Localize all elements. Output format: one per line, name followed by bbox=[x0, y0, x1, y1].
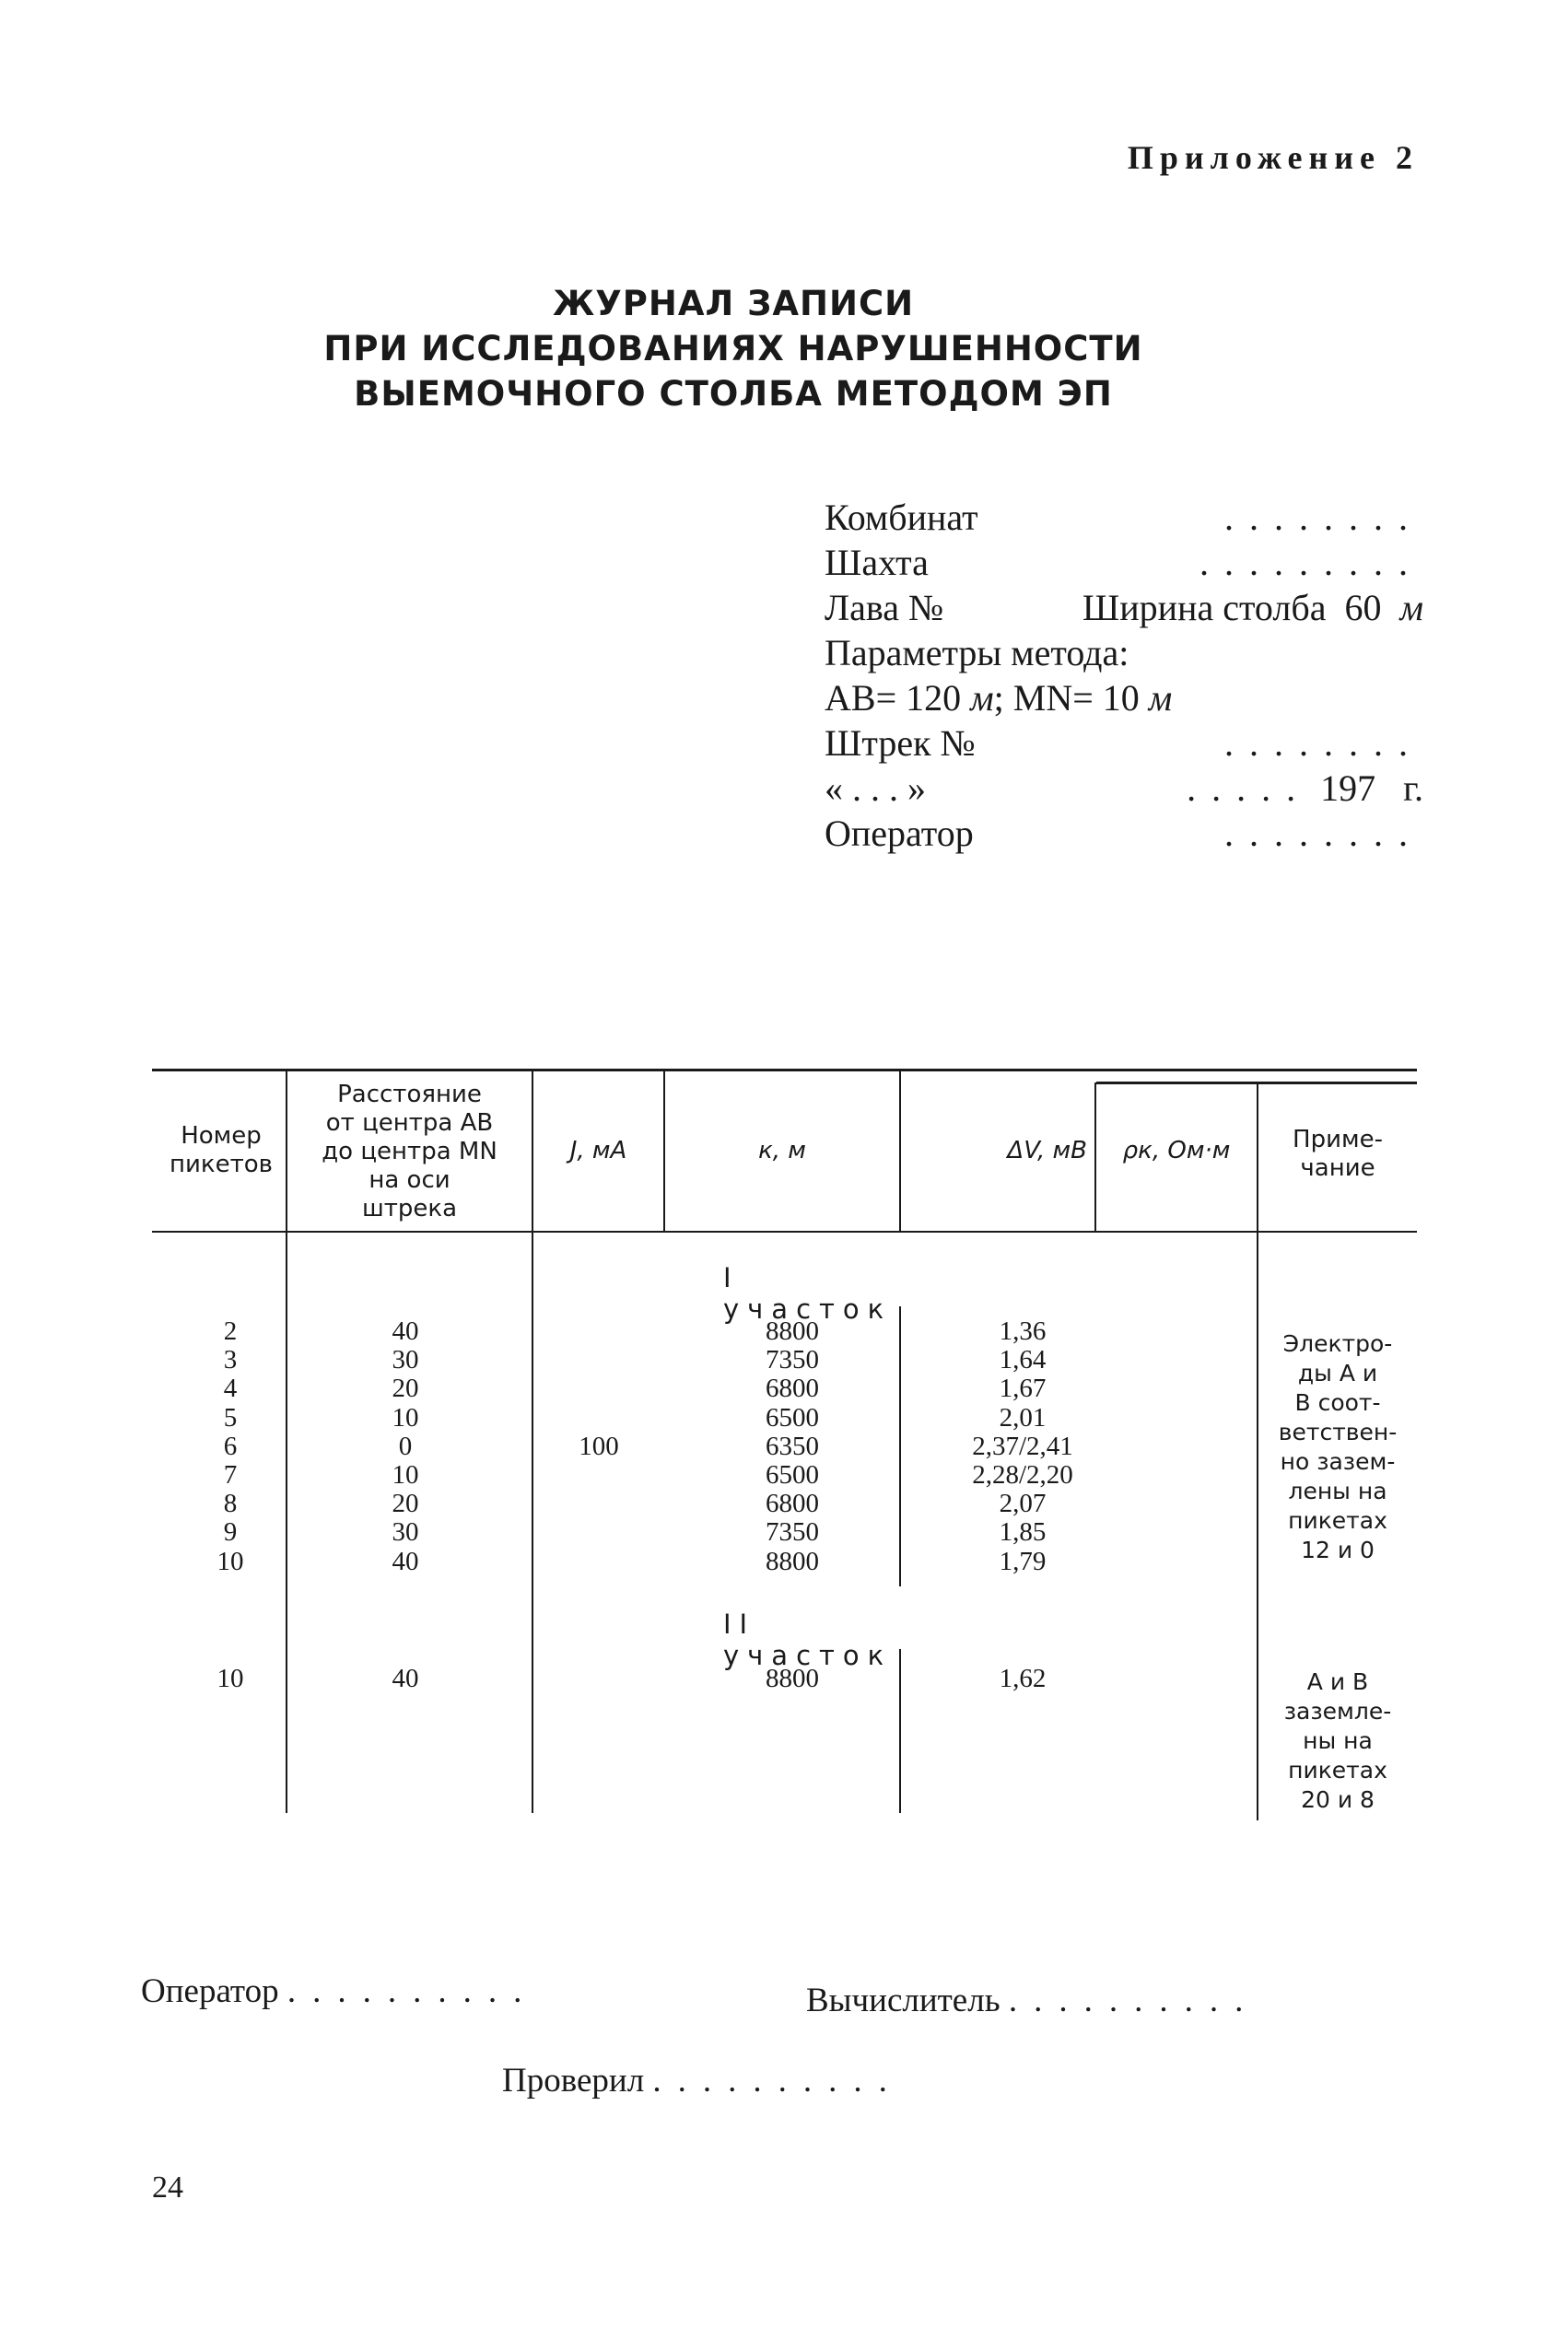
field-operator bbox=[825, 811, 1423, 856]
header-note bbox=[1258, 1126, 1417, 1183]
note-line: ны на bbox=[1303, 1727, 1373, 1754]
header-distance-line-3: до центра MN bbox=[322, 1138, 497, 1165]
header-distance-line-5: штрека bbox=[361, 1195, 458, 1222]
shtrek-dots: ........ bbox=[1224, 722, 1423, 764]
signature-checked-label: Проверил bbox=[502, 2062, 645, 2100]
header-distance-line-2: от центра AB bbox=[325, 1109, 494, 1137]
section-1-title: I участок bbox=[723, 1262, 893, 1325]
dv-cell: 1,64 bbox=[999, 1345, 1047, 1375]
note-line: заземле- bbox=[1283, 1698, 1392, 1725]
pillar-width bbox=[1082, 585, 1423, 630]
signature-calculator-dots: .......... bbox=[1008, 1982, 1260, 2019]
section-2-distances bbox=[369, 1665, 442, 1693]
field-lava bbox=[825, 585, 1423, 630]
picket-cell: 10 bbox=[216, 1664, 244, 1693]
section-1-dv bbox=[958, 1317, 1087, 1576]
distance-cell: 20 bbox=[392, 1374, 419, 1404]
picket-cell: 4 bbox=[223, 1374, 238, 1404]
dv-cell: 1,36 bbox=[999, 1316, 1047, 1346]
note-line: ды А и bbox=[1297, 1360, 1378, 1386]
note-line: пикетах bbox=[1288, 1507, 1387, 1534]
body-rule-1 bbox=[286, 1233, 287, 1813]
signature-operator-label: Оператор bbox=[141, 1972, 279, 2010]
distance-cell: 40 bbox=[392, 1546, 419, 1576]
dv-cell: 1,79 bbox=[999, 1546, 1047, 1576]
note-line: А и В bbox=[1306, 1668, 1369, 1695]
body-rule-k1 bbox=[899, 1306, 901, 1586]
k-cell: 8800 bbox=[766, 1546, 819, 1576]
dv-cell: 1,85 bbox=[999, 1517, 1047, 1548]
document-title bbox=[0, 281, 1568, 416]
k-cell: 7350 bbox=[766, 1345, 819, 1375]
header-note-line-2: чание bbox=[1300, 1154, 1375, 1182]
width-unit: м bbox=[1399, 587, 1423, 628]
k-cell: 8800 bbox=[766, 1316, 819, 1346]
mn-value: MN= 10 bbox=[1012, 677, 1140, 719]
shakhta-label: Шахта bbox=[825, 542, 929, 583]
dv-cell: 1,62 bbox=[999, 1664, 1047, 1693]
kombinat-label: Комбинат bbox=[825, 497, 978, 538]
picket-cell: 3 bbox=[223, 1345, 238, 1375]
distance-cell: 40 bbox=[392, 1664, 419, 1693]
section-2-dv bbox=[967, 1665, 1078, 1693]
header-dv: ΔV, мВ bbox=[1007, 1137, 1087, 1164]
header-fields bbox=[825, 495, 1423, 856]
section-2-pickets bbox=[193, 1665, 267, 1693]
field-ab-mn bbox=[825, 675, 1423, 720]
dv-cell: 2,37/2,41 bbox=[972, 1431, 1073, 1461]
signature-checked bbox=[502, 2061, 904, 2100]
dv-cell: 2,07 bbox=[999, 1489, 1047, 1519]
ab-unit: м bbox=[970, 677, 994, 719]
k-cell: 6350 bbox=[766, 1431, 819, 1461]
header-current: J, мА bbox=[569, 1137, 627, 1164]
section-1-k bbox=[742, 1317, 843, 1576]
mn-unit: м bbox=[1148, 677, 1173, 719]
field-params bbox=[825, 630, 1423, 675]
section-2-k bbox=[742, 1665, 843, 1693]
body-rule-k2 bbox=[899, 1649, 901, 1813]
signature-calculator-label: Вычислитель bbox=[806, 1982, 1000, 2019]
distance-cell: 20 bbox=[392, 1489, 419, 1519]
field-date bbox=[825, 766, 1423, 811]
signature-calculator bbox=[806, 1981, 1259, 2020]
shakhta-dots: ......... bbox=[1199, 542, 1423, 583]
distance-cell: 30 bbox=[392, 1345, 419, 1375]
lava-label: Лава № bbox=[825, 587, 944, 628]
date-dots: ..... bbox=[1187, 767, 1312, 809]
col-rule-4 bbox=[899, 1070, 901, 1233]
section-1-note bbox=[1258, 1329, 1417, 1565]
picket-cell: 6 bbox=[223, 1431, 238, 1461]
table-top-rule bbox=[152, 1069, 1417, 1071]
distance-cell: 30 bbox=[392, 1517, 419, 1548]
k-cell: 6800 bbox=[766, 1374, 819, 1404]
width-label: Ширина столба bbox=[1082, 587, 1327, 628]
k-cell: 6500 bbox=[766, 1402, 819, 1433]
section-1-distances bbox=[369, 1317, 442, 1576]
k-cell: 6500 bbox=[766, 1460, 819, 1491]
field-shtrek bbox=[825, 720, 1423, 766]
header-picket-line-1: Номер bbox=[181, 1122, 262, 1150]
params-label: Параметры метода: bbox=[825, 632, 1129, 673]
distance-cell: 10 bbox=[392, 1460, 419, 1491]
picket-cell: 10 bbox=[216, 1546, 244, 1576]
picket-cell: 5 bbox=[223, 1402, 238, 1433]
date-year bbox=[1187, 766, 1423, 811]
distance-cell: 10 bbox=[392, 1402, 419, 1433]
title-line-2: ПРИ ИССЛЕДОВАНИЯХ НАРУШЕННОСТИ bbox=[323, 329, 1143, 369]
operator-dots: ........ bbox=[1224, 813, 1423, 854]
header-picket-line-2: пикетов bbox=[170, 1151, 273, 1178]
header-distance-line-4: на оси bbox=[369, 1166, 451, 1194]
header-note-line-1: Приме- bbox=[1293, 1126, 1383, 1153]
operator-label: Оператор bbox=[825, 813, 974, 854]
dv-cell: 2,28/2,20 bbox=[972, 1460, 1073, 1491]
dv-cell: 2,01 bbox=[999, 1402, 1047, 1433]
note-line: 12 и 0 bbox=[1301, 1537, 1375, 1563]
header-distance bbox=[287, 1081, 532, 1223]
body-rule-2 bbox=[532, 1233, 533, 1813]
table-header-rule bbox=[152, 1231, 1417, 1233]
header-rho: ρк, Ом·м bbox=[1122, 1137, 1231, 1164]
shtrek-label: Штрек № bbox=[825, 722, 976, 764]
header-distance-line-1: Расстояние bbox=[337, 1081, 482, 1108]
note-line: лены на bbox=[1288, 1478, 1387, 1504]
section-2-note bbox=[1258, 1667, 1417, 1815]
year-value: 197 bbox=[1320, 767, 1376, 809]
header-k: к, м bbox=[758, 1137, 806, 1164]
section-1-pickets bbox=[193, 1317, 267, 1576]
k-cell: 7350 bbox=[766, 1517, 819, 1548]
note-line: 20 и 8 bbox=[1301, 1786, 1375, 1813]
picket-cell: 8 bbox=[223, 1489, 238, 1519]
kombinat-dots: ........ bbox=[1224, 497, 1423, 538]
picket-cell: 2 bbox=[223, 1316, 238, 1346]
title-line-3: ВЫЕМОЧНОГО СТОЛБА МЕТОДОМ ЭП bbox=[354, 374, 1113, 414]
distance-cell: 40 bbox=[392, 1316, 419, 1346]
k-cell: 6800 bbox=[766, 1489, 819, 1519]
note-line: ветствен- bbox=[1278, 1419, 1398, 1445]
ab-value: AB= 120 bbox=[825, 677, 962, 719]
section-1-current: 100 bbox=[579, 1432, 619, 1461]
date-quotes: « . . . » bbox=[825, 767, 926, 809]
note-line: В соот- bbox=[1294, 1389, 1381, 1416]
k-cell: 8800 bbox=[766, 1664, 819, 1693]
signature-checked-dots: .......... bbox=[652, 2062, 904, 2100]
picket-cell: 9 bbox=[223, 1517, 238, 1548]
header-picket bbox=[158, 1122, 284, 1179]
note-line: пикетах bbox=[1288, 1757, 1387, 1784]
picket-cell: 7 bbox=[223, 1460, 238, 1491]
field-kombinat bbox=[825, 495, 1423, 540]
year-suffix: г. bbox=[1403, 767, 1423, 809]
note-line: но зазем- bbox=[1280, 1448, 1396, 1475]
note-line: Электро- bbox=[1282, 1330, 1393, 1357]
page-number: 24 bbox=[152, 2170, 183, 2205]
signature-operator-dots: .......... bbox=[287, 1972, 539, 2010]
field-shakhta bbox=[825, 540, 1423, 585]
title-line-1: ЖУРНАЛ ЗАПИСИ bbox=[552, 284, 915, 323]
ab-mn-values: AB= 120 м; MN= 10 м bbox=[825, 677, 1173, 719]
appendix-label: Приложение 2 bbox=[1127, 139, 1419, 176]
distance-cell: 0 bbox=[398, 1431, 413, 1461]
dv-cell: 1,67 bbox=[999, 1374, 1047, 1404]
signature-operator bbox=[141, 1971, 538, 2011]
width-value: 60 bbox=[1344, 587, 1382, 628]
section-2-title: II участок bbox=[723, 1609, 893, 1671]
